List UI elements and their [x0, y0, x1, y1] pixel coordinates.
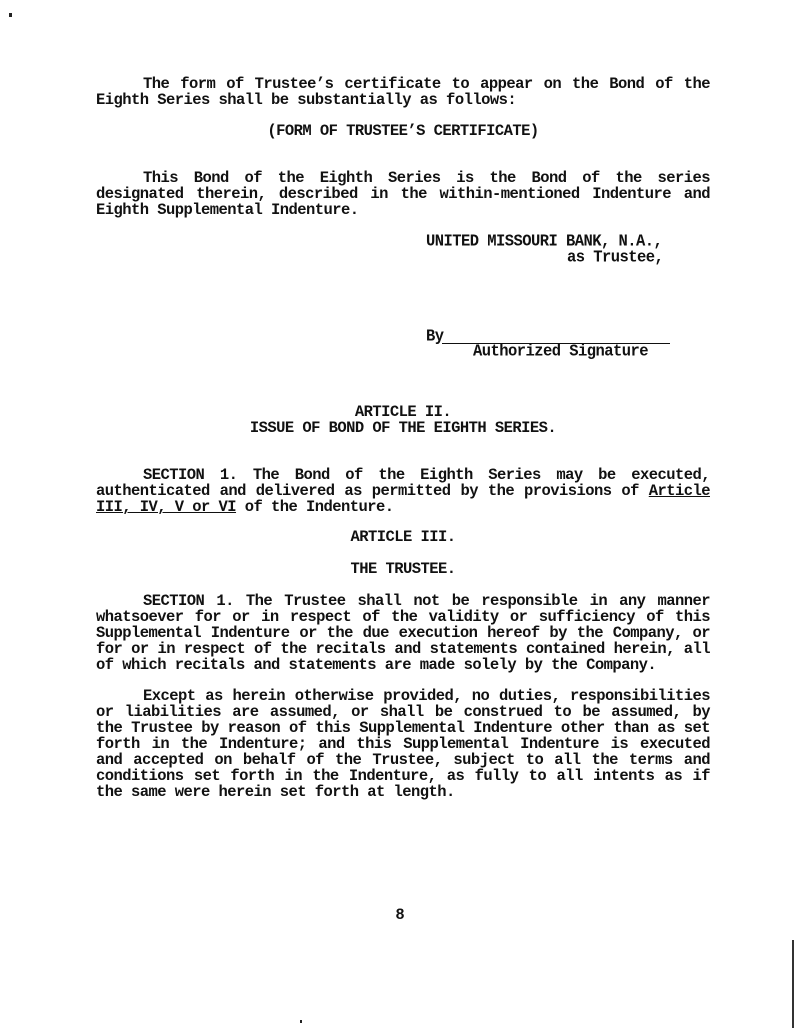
signature-caption: Authorized Signature — [473, 341, 649, 361]
trustee-name: UNITED MISSOURI BANK, N.A., — [426, 231, 663, 251]
article-3-paragraph-2: Except as herein otherwise provided, no duties, responsibilities or liabilities are assumed, or shall be construed to be assumed, by the Trustee by reason of this Supplemental Indenture other than as set forth in the Indenture; and this Supplemental Indenture is executed and accepted on behalf of the Trustee, subject to all the terms and conditions set forth in the Indenture, as fully to all intents as if the same were herein set forth at length. — [96, 687, 710, 801]
intro-paragraph: The form of Trustee’s certificate to appear on the Bond of the Eighth Series shall be substantially as follows: — [96, 75, 710, 109]
indenture-articles-reference: Article III, IV, V or VI — [96, 482, 710, 516]
certificate-paragraph: This Bond of the Eighth Series is the Bond of the series designated therein, described in the within-mentioned Indenture and Eighth Supplemental Indenture. — [96, 169, 710, 219]
scan-speck — [9, 13, 12, 17]
article-2-section-1 — [96, 467, 710, 515]
article-2-subtitle: ISSUE OF BOND OF THE EIGHTH SERIES. — [249, 419, 557, 437]
section-1-text-start: SECTION 1. The Bond of the Eighth Series may be executed, authenticated and delivered as permitted by the provisions of — [96, 466, 710, 500]
article-3-subtitle: THE TRUSTEE. — [350, 560, 456, 578]
section-1-text-end: of the Indenture. — [236, 498, 394, 516]
scan-speck — [300, 1020, 302, 1023]
article-3-title: ARTICLE III. — [350, 528, 456, 546]
form-heading: (FORM OF TRUSTEE’S CERTIFICATE) — [267, 122, 539, 140]
by-label: By — [426, 326, 444, 346]
scan-edge-line — [792, 940, 794, 1028]
page-number: 8 — [395, 906, 405, 924]
trustee-role: as Trustee, — [567, 247, 664, 267]
article-2-title: ARTICLE II. — [354, 403, 452, 421]
article-3-section-1: SECTION 1. The Trustee shall not be responsible in any manner whatsoever for or in respect of the validity or sufficiency of this Supplemental Indenture or the due execution hereof by the Company, or for or in respect of the recitals and statements contained herein, all of which recitals and statements are made solely by the Company. — [96, 592, 710, 674]
